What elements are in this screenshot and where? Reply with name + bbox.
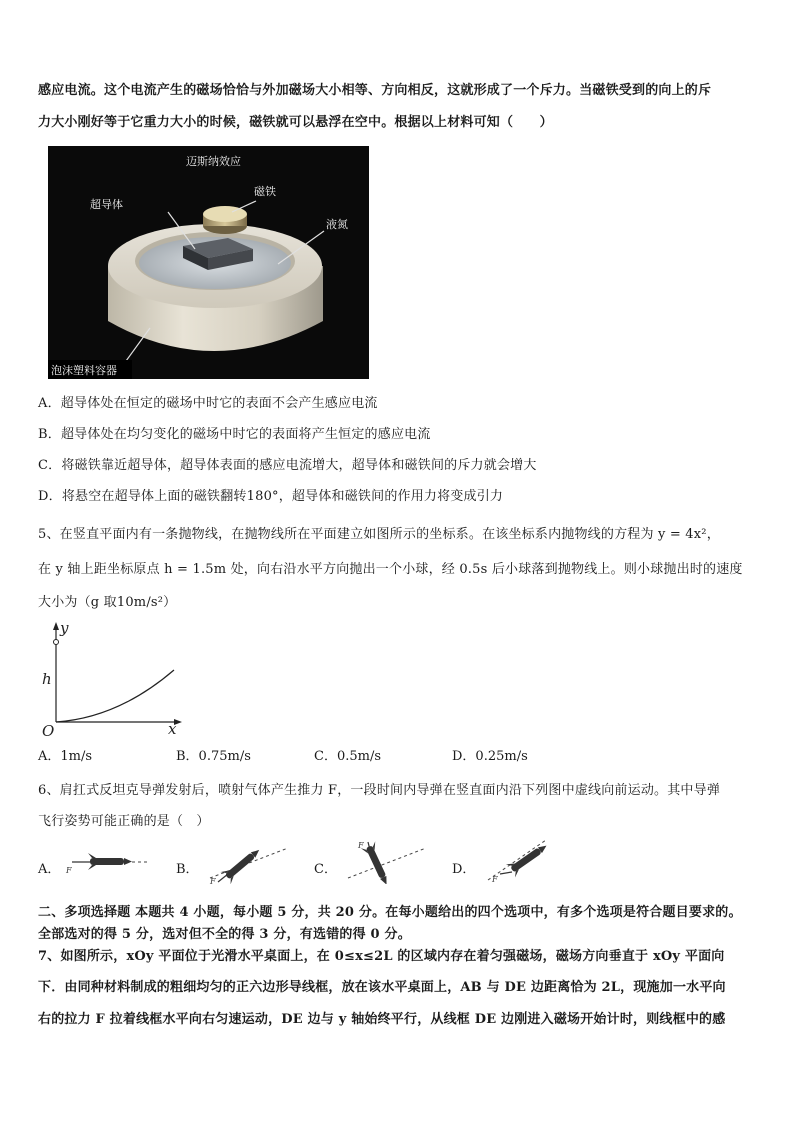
q7-text-line-1: 7、如图所示，xOy 平面位于光滑水平桌面上，在 0≤x≤2L 的区域内存在着匀强磁场，磁场方向垂直于 xOy 平面向 <box>38 949 725 964</box>
q6-option-b-label: B． <box>176 862 199 877</box>
q5-option-b: B．0.75m/s <box>176 749 251 764</box>
section2-instructions-line-1: 二、多项选择题 本题共 4 小题，每小题 5 分，共 20 分。在每小题给出的四个选项中，有多个选项是符合题目要求的。 <box>38 905 742 920</box>
q4-option-c: C．将磁铁靠近超导体，超导体表面的感应电流增大，超导体和磁铁间的斥力就会增大 <box>38 458 537 473</box>
figure-title: 迈斯纳效应 <box>186 155 241 168</box>
q6-option-c <box>314 840 444 890</box>
graph-origin-label: O <box>42 722 55 738</box>
q6-option-a-label: A． <box>38 862 61 877</box>
missile-d-icon <box>476 840 566 884</box>
label-magnet: 磁铁 <box>254 185 276 198</box>
q5-text-line-3: 大小为（g 取10m/s²） <box>38 595 177 610</box>
label-superconductor: 超导体 <box>90 198 123 211</box>
label-liquid-nitrogen: 液氮 <box>326 218 348 231</box>
q4-option-d: D．将悬空在超导体上面的磁铁翻转180°，超导体和磁铁间的作用力将变成引力 <box>38 489 504 504</box>
q5-option-c: C．0.5m/s <box>314 749 381 764</box>
section2-instructions-line-2: 全部选对的得 5 分，选对但不全的得 3 分，有选错的得 0 分。 <box>38 927 411 942</box>
q6-option-d-label: D． <box>452 862 476 877</box>
q6-option-d <box>452 840 582 890</box>
q6-text-line-1: 6、肩扛式反坦克导弹发射后，喷射气体产生推力 F，一段时间内导弹在竖直面内沿下列图中虚线向前运动。其中导弹 <box>38 783 721 798</box>
q7-text-line-3: 右的拉力 F 拉着线框水平向右匀速运动，DE 边与 y 轴始终平行，从线框 DE 边刚进入磁场开始计时，则线框中的感 <box>38 1012 726 1027</box>
missile-a-force-label: F <box>66 866 72 875</box>
parabola-graph <box>38 618 188 738</box>
q5-option-a: A．1m/s <box>38 749 93 764</box>
q4-text-line-1: 感应电流。这个电流产生的磁场恰恰与外加磁场大小相等、方向相反，这就形成了一个斥力。当磁铁受到的向上的斥 <box>38 83 712 98</box>
q6-option-a <box>38 840 168 890</box>
missile-a-icon <box>62 840 152 880</box>
graph-x-label: x <box>168 720 177 738</box>
q4-option-a: A．超导体处在恒定的磁场中时它的表面不会产生感应电流 <box>38 396 378 411</box>
graph-y-label: y <box>60 619 69 637</box>
q5-text-line-1: 5、在竖直平面内有一条抛物线，在抛物线所在平面建立如图所示的坐标系。在该坐标系内抛物线的方程为 y = 4x²， <box>38 527 720 542</box>
q6-text-line-2: 飞行姿势可能正确的是（ ） <box>38 814 210 829</box>
q7-text-line-2: 下．由同种材料制成的粗细均匀的正六边形导线框，放在该水平桌面上，AB 与 DE 边距离恰为 2L，现施加一水平向 <box>38 980 726 995</box>
missile-c-force-label: F <box>358 841 364 850</box>
meissner-effect-figure <box>48 146 369 379</box>
label-foam-container: 泡沫塑料容器 <box>51 364 117 377</box>
missile-d-force-label: F <box>492 875 498 884</box>
q5-text-line-2: 在 y 轴上距坐标原点 h = 1.5m 处，向右沿水平方向抛出一个小球，经 0.5s 后小球落到抛物线上。则小球抛出时的速度 <box>38 562 743 577</box>
missile-c-icon <box>338 840 428 884</box>
q6-option-b <box>176 840 306 890</box>
q4-text-line-2: 力大小刚好等于它重力大小的时候，磁铁就可以悬浮在空中。根据以上材料可知（ ） <box>38 115 553 130</box>
missile-b-force-label: F <box>210 877 216 884</box>
graph-h-label: h <box>42 670 52 688</box>
meissner-illustration <box>48 146 369 379</box>
q5-option-d: D．0.25m/s <box>452 749 528 764</box>
q4-option-b: B．超导体处在均匀变化的磁场中时它的表面将产生恒定的感应电流 <box>38 427 431 442</box>
missile-b-icon <box>200 840 290 884</box>
q6-option-c-label: C． <box>314 862 337 877</box>
